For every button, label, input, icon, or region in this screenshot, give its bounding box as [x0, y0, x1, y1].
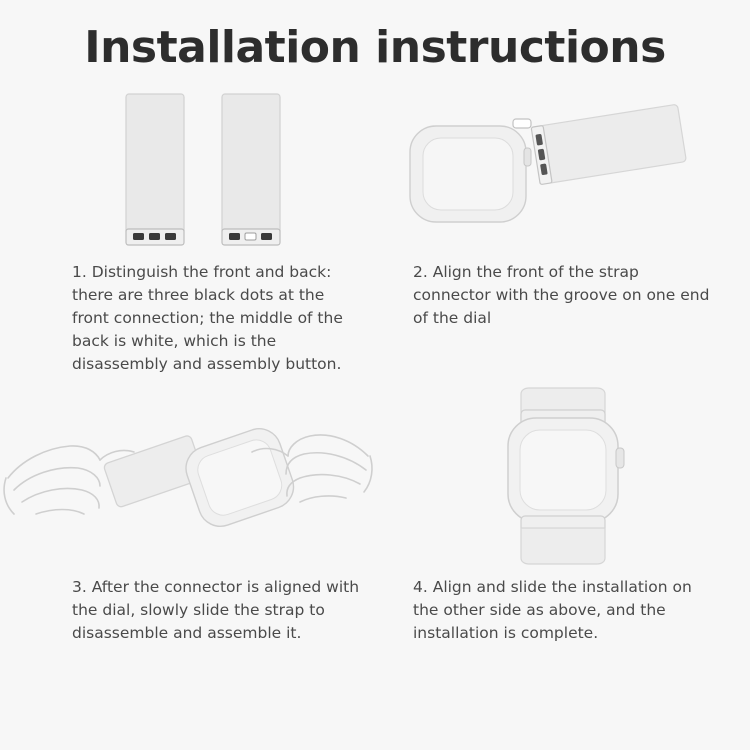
step-2-caption: 2. Align the front of the strap connector with the groove on one end of the dial [413, 263, 710, 327]
page-title: Installation instructions [84, 22, 666, 73]
step-3-caption: 3. After the connector is aligned with the dial, slowly slide the strap to disassemble and assemble it. [72, 578, 360, 642]
step-1 [0, 86, 375, 376]
step-3 [0, 386, 375, 645]
step-4-caption: 4. Align and slide the installation on the other side as above, and the installation is complete. [413, 578, 692, 642]
two-hands-sliding-strap-icon [0, 386, 375, 576]
step-1-caption: 1. Distinguish the front and back: there are three black dots at the front connection; the middle of the back is white, which is the disassembly and assembly button. [72, 263, 343, 373]
steps-grid [0, 86, 750, 706]
step-2 [375, 86, 750, 330]
two-strap-ends-front-and-back-icon [0, 86, 375, 261]
strap-connector-aligned-with-watch-icon [375, 86, 750, 261]
completed-watch-icon [375, 386, 750, 576]
step-4-illustration [375, 386, 750, 576]
step-1-illustration [0, 86, 375, 261]
step-4 [375, 386, 750, 645]
step-3-illustration [0, 386, 375, 576]
step-2-illustration [375, 86, 750, 261]
